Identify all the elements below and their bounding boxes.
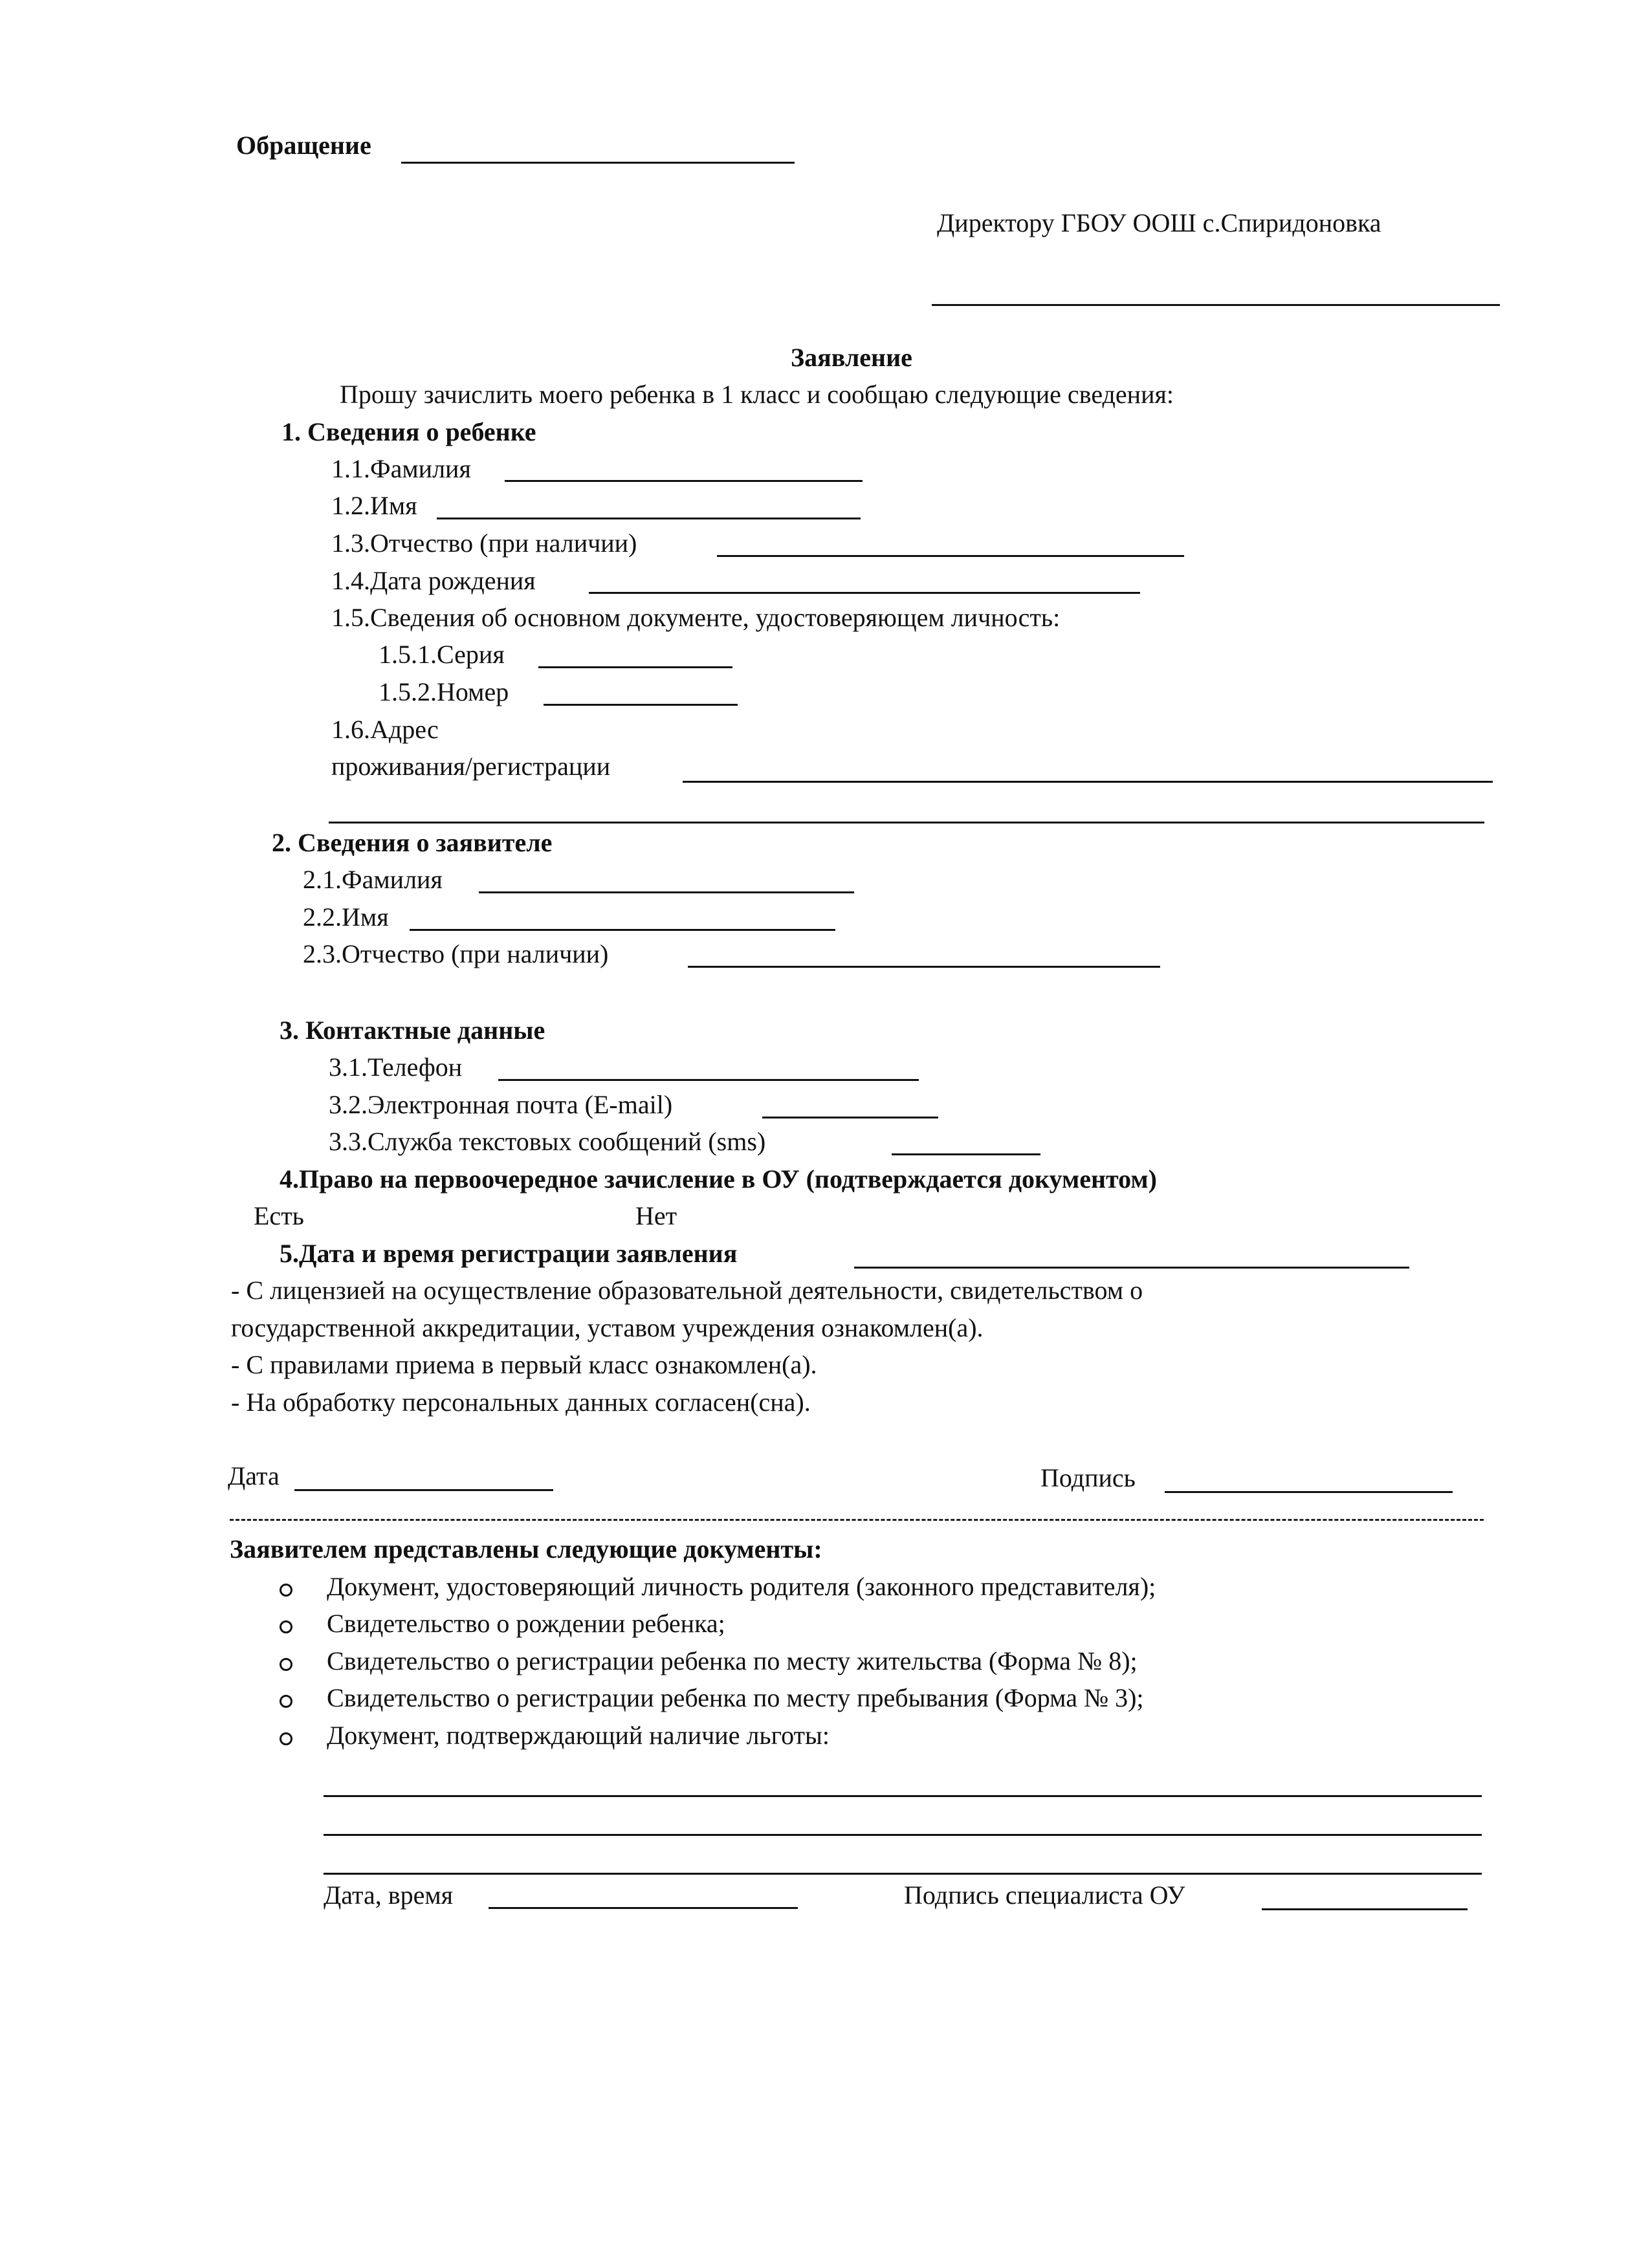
intro-text: Прошу зачислить моего ребенка в 1 класс и сообщаю следующие сведения: <box>340 380 1174 409</box>
specialist-signature-label: Подпись специалиста ОУ <box>904 1881 1185 1910</box>
child-doc-series-label: 1.5.1.Серия <box>379 640 505 669</box>
statement-line-3: - С правилами приема в первый класс ознакомлен(а). <box>231 1350 817 1379</box>
registration-datetime-line[interactable] <box>854 1267 1409 1269</box>
child-address-label-1: 1.6.Адрес <box>331 715 439 744</box>
statement-line-2: государственной аккредитации, уставом учреждения ознакомлен(а). <box>231 1313 984 1342</box>
child-address-label-2: проживания/регистрации <box>331 752 611 781</box>
applicant-patronymic-label: 2.3.Отчество (при наличии) <box>303 939 609 968</box>
document-item-5: Документ, подтверждающий наличие льготы: <box>327 1721 830 1750</box>
address-field-line[interactable] <box>401 162 795 164</box>
child-document-label: 1.5.Сведения об основном документе, удостоверяющем личность: <box>331 603 1061 632</box>
child-surname-label: 1.1.Фамилия <box>331 454 471 483</box>
datetime-line[interactable] <box>489 1907 798 1909</box>
document-item-4: Свидетельство о регистрации ребенка по месту пребывания (Форма № 3); <box>327 1683 1144 1712</box>
document-item-3: Свидетельство о регистрации ребенка по месту жительства (Форма № 8); <box>327 1646 1138 1675</box>
applicant-surname-line[interactable] <box>479 891 854 893</box>
date-line[interactable] <box>294 1489 553 1491</box>
child-surname-line[interactable] <box>505 480 863 482</box>
signature-label: Подпись <box>1040 1463 1136 1492</box>
priority-yes-option[interactable]: Есть <box>254 1201 304 1230</box>
documents-heading: Заявителем представлены следующие документы: <box>230 1534 822 1564</box>
bullet-circle-icon <box>280 1658 292 1671</box>
child-birthdate-line[interactable] <box>589 592 1140 594</box>
child-patronymic-label: 1.3.Отчество (при наличии) <box>331 529 637 558</box>
date-label: Дата <box>228 1461 280 1490</box>
recipient-name-line[interactable] <box>932 304 1500 306</box>
sms-label: 3.3.Служба текстовых сообщений (sms) <box>329 1127 766 1156</box>
statement-line-4: - На обработку персональных данных согласен(сна). <box>231 1388 811 1417</box>
child-doc-number-label: 1.5.2.Номер <box>379 677 509 706</box>
section3-heading: 3. Контактные данные <box>280 1016 545 1045</box>
applicant-name-label: 2.2.Имя <box>303 902 389 932</box>
benefit-document-line-3[interactable] <box>324 1873 1482 1875</box>
child-doc-series-line[interactable] <box>538 666 732 668</box>
priority-no-option[interactable]: Нет <box>635 1201 677 1230</box>
section1-heading: 1. Сведения о ребенке <box>281 417 536 446</box>
statement-line-1: - С лицензией на осуществление образовательной деятельности, свидетельством о <box>231 1276 1143 1305</box>
section5-heading: 5.Дата и время регистрации заявления <box>280 1239 738 1268</box>
benefit-document-line-1[interactable] <box>324 1795 1482 1797</box>
child-name-label: 1.2.Имя <box>331 491 417 520</box>
document-item-1: Документ, удостоверяющий личность родителя (законного представителя); <box>327 1572 1156 1601</box>
section2-heading: 2. Сведения о заявителе <box>272 828 553 857</box>
child-birthdate-label: 1.4.Дата рождения <box>331 566 536 595</box>
bullet-circle-icon <box>280 1732 292 1745</box>
applicant-surname-label: 2.1.Фамилия <box>303 865 443 894</box>
bullet-circle-icon <box>280 1584 292 1597</box>
benefit-document-line-2[interactable] <box>324 1834 1482 1836</box>
email-label: 3.2.Электронная почта (E-mail) <box>329 1090 673 1119</box>
bullet-circle-icon <box>280 1620 292 1633</box>
sms-line[interactable] <box>892 1153 1040 1155</box>
address-label: Обращение <box>236 131 371 160</box>
child-name-line[interactable] <box>437 518 861 519</box>
child-patronymic-line[interactable] <box>717 555 1184 557</box>
phone-label: 3.1.Телефон <box>329 1052 463 1082</box>
applicant-name-line[interactable] <box>410 929 835 931</box>
signature-line[interactable] <box>1165 1491 1453 1493</box>
applicant-patronymic-line[interactable] <box>688 966 1160 968</box>
child-doc-number-line[interactable] <box>544 704 738 706</box>
email-line[interactable] <box>762 1117 938 1118</box>
section4-heading: 4.Право на первоочередное зачисление в ОУ (подтверждается документом) <box>280 1164 1157 1194</box>
phone-line[interactable] <box>498 1079 919 1081</box>
bullet-circle-icon <box>280 1695 292 1708</box>
datetime-label: Дата, время <box>324 1881 454 1910</box>
child-address-line-1[interactable] <box>683 781 1493 783</box>
document-title: Заявление <box>791 343 912 372</box>
specialist-signature-line[interactable] <box>1262 1908 1468 1910</box>
child-address-line-2[interactable] <box>329 822 1484 823</box>
recipient-text: Директору ГБОУ ООШ с.Спиридоновка <box>937 208 1381 237</box>
cut-separator-line <box>230 1519 1484 1521</box>
document-item-2: Свидетельство о рождении ребенка; <box>327 1609 725 1638</box>
